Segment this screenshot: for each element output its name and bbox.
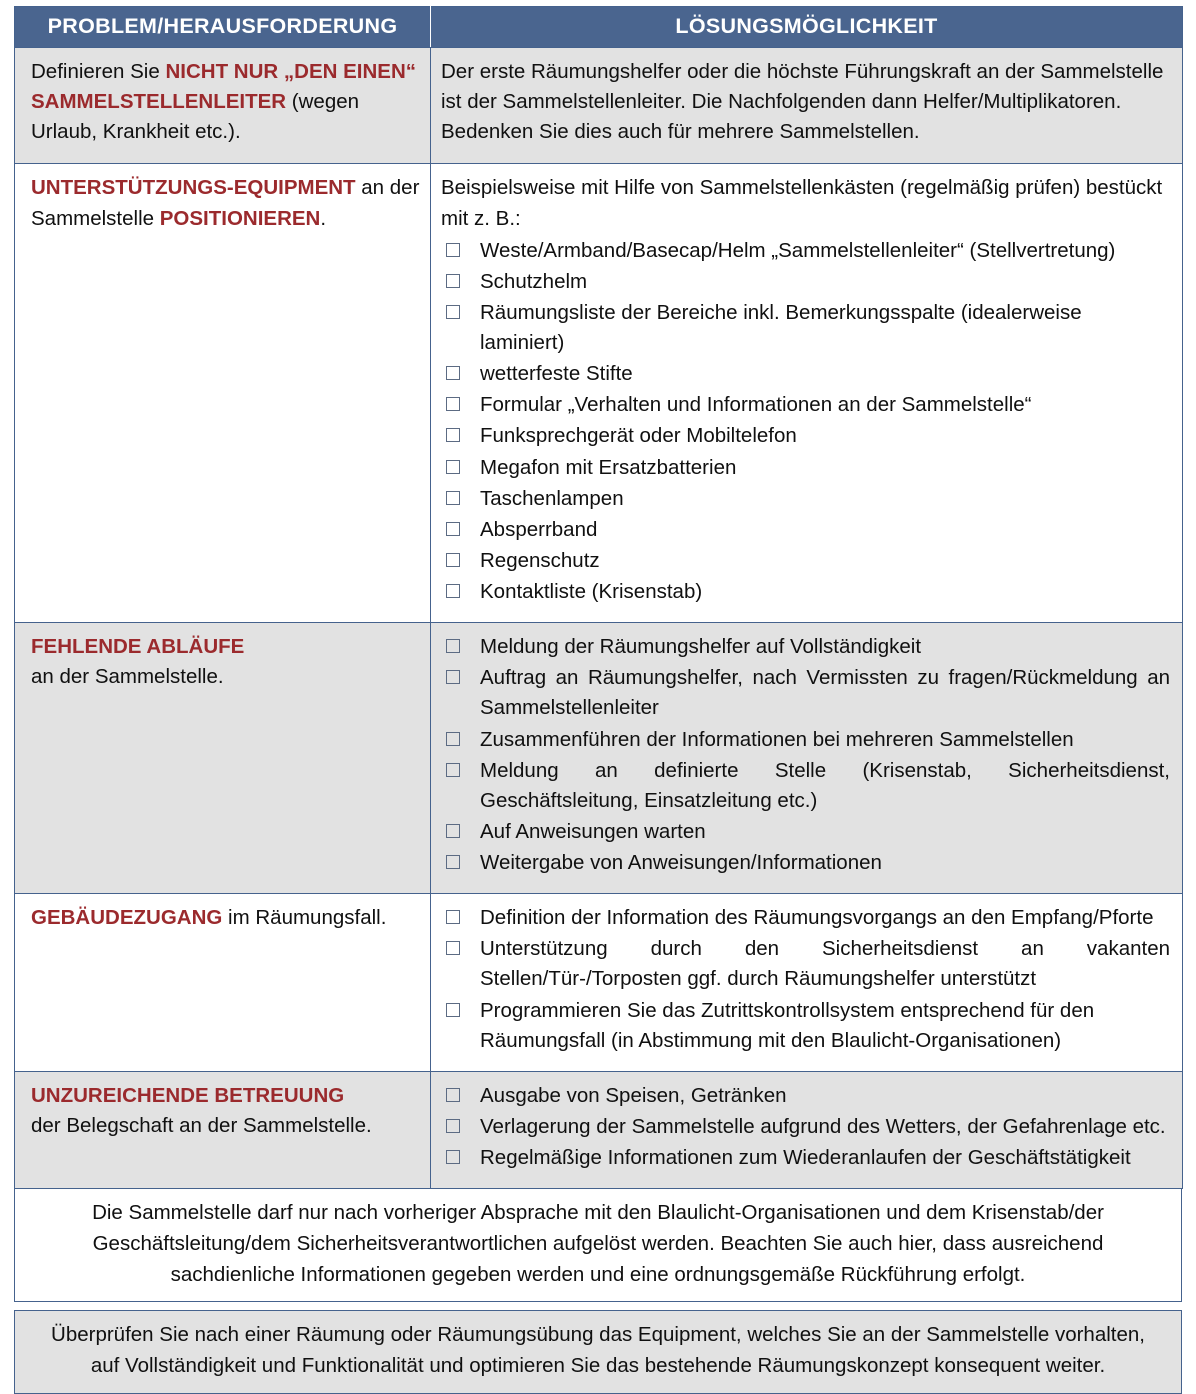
- checkbox-empty-icon[interactable]: [446, 491, 460, 505]
- checkbox-empty-icon[interactable]: [446, 553, 460, 567]
- checkbox-empty-icon[interactable]: [446, 522, 460, 536]
- checklist-item-label: Schutzhelm: [480, 269, 588, 293]
- checklist-item[interactable]: [441, 236, 1170, 266]
- checklist-item-label: Verlagerung der Sammelstelle aufgrund des Wetters, der Gefahrenlage etc.: [480, 1114, 1166, 1138]
- problem-keyword: POSITIONIEREN: [159, 206, 321, 230]
- checklist-item[interactable]: [441, 1143, 1170, 1173]
- checklist-item-label: Weste/Armband/Basecap/Helm „Sammelstellenleiter“ (Stellvertretung): [480, 238, 1116, 262]
- checklist-item[interactable]: [441, 1081, 1170, 1111]
- checklist-item-label: Regelmäßige Informationen zum Wiederanlaufen der Geschäftstätigkeit: [480, 1146, 1131, 1169]
- checklist-item[interactable]: [441, 421, 1170, 451]
- checklist-item[interactable]: [441, 996, 1170, 1056]
- solution-checklist: [441, 1081, 1170, 1173]
- problem-plain-text: der Belegschaft an der Sammelstelle.: [31, 1113, 372, 1137]
- problem-keyword: FEHLENDE ABLÄUFE: [31, 635, 245, 659]
- problem-cell: [15, 164, 431, 623]
- checkbox-empty-icon[interactable]: [446, 670, 460, 684]
- problem-plain-text: an der Sammelstelle: [31, 176, 420, 230]
- table-header: [15, 7, 1183, 48]
- checkbox-empty-icon[interactable]: [446, 460, 460, 474]
- checklist-item[interactable]: [441, 848, 1170, 878]
- problem-text: [31, 903, 420, 933]
- checkbox-empty-icon[interactable]: [446, 732, 460, 746]
- checklist-item[interactable]: [441, 515, 1170, 545]
- solution-cell: [431, 894, 1183, 1072]
- checklist-item[interactable]: [441, 663, 1170, 723]
- checklist-item-label: wetterfeste Stifte: [480, 362, 633, 386]
- checklist-item-label: Megafon mit Ersatzbatterien: [480, 455, 737, 479]
- checklist-item-label: Regenschutz: [480, 548, 600, 572]
- checklist-item[interactable]: [441, 390, 1170, 420]
- checkbox-empty-icon[interactable]: [446, 941, 460, 955]
- checklist-item[interactable]: [441, 453, 1170, 483]
- checkbox-empty-icon[interactable]: [446, 910, 460, 924]
- checkbox-empty-icon[interactable]: [446, 428, 460, 442]
- problem-cell: [15, 1071, 431, 1188]
- checklist-item[interactable]: [441, 359, 1170, 389]
- solution-cell: [431, 623, 1183, 894]
- checklist-item-label: Meldung an definierte Stelle (Krisenstab, Sicherheitsdienst, Geschäftsleitung, Einsatzleitung etc.): [480, 758, 1170, 812]
- footer-note-dissolution: [14, 1189, 1182, 1302]
- checkbox-empty-icon[interactable]: [446, 1088, 460, 1102]
- problem-plain-text: .: [320, 206, 327, 230]
- solution-checklist: [441, 632, 1170, 878]
- checklist-item-label: Formular „Verhalten und Informationen an der Sammelstelle“: [480, 393, 1032, 417]
- checklist-item[interactable]: [441, 1112, 1170, 1142]
- checklist-item[interactable]: [441, 577, 1170, 607]
- checkbox-empty-icon[interactable]: [446, 584, 460, 598]
- checklist-item-label: Ausgabe von Speisen, Getränken: [480, 1083, 787, 1107]
- table-row: [15, 894, 1183, 1072]
- table-row: [15, 164, 1183, 623]
- checklist-item-label: Programmieren Sie das Zutrittskontrollsystem entsprechend für den Räumungsfall (in Abstimmung mit den Blaulicht-Organisationen): [480, 998, 1095, 1052]
- table-body: [15, 48, 1183, 1189]
- solution-cell: [431, 48, 1183, 164]
- problem-plain-text: im Räumungsfall.: [222, 906, 387, 930]
- checkbox-empty-icon[interactable]: [446, 824, 460, 838]
- checklist-item[interactable]: [441, 817, 1170, 847]
- checklist-item-label: Taschenlampen: [480, 486, 624, 510]
- problem-text: [31, 632, 420, 692]
- solution-cell: [431, 1071, 1183, 1188]
- checklist-item-label: Weitergabe von Anweisungen/Informationen: [480, 851, 882, 874]
- problem-text: [31, 173, 420, 233]
- checklist-item[interactable]: [441, 267, 1170, 297]
- checklist-item[interactable]: [441, 903, 1170, 933]
- checklist-item-label: Auftrag an Räumungshelfer, nach Vermissten zu fragen/Rückmeldung an Sammelstellenleiter: [480, 666, 1170, 720]
- checklist-item[interactable]: [441, 756, 1170, 816]
- table-row: [15, 623, 1183, 894]
- checklist-item-label: Zusammenführen der Informationen bei mehreren Sammelstellen: [480, 727, 1074, 751]
- checklist-item[interactable]: [441, 484, 1170, 514]
- checklist-item[interactable]: [441, 298, 1170, 358]
- column-header-solution: LÖSUNGSMÖGLICHKEIT: [431, 7, 1183, 48]
- problem-text: [31, 57, 420, 147]
- problem-keyword: GEBÄUDEZUGANG: [31, 906, 223, 930]
- problem-solution-table: [14, 6, 1183, 1189]
- problem-text: [31, 1081, 420, 1141]
- checklist-item-label: Funksprechgerät oder Mobiltelefon: [480, 424, 797, 448]
- checklist-item-label: Auf Anweisungen warten: [480, 819, 706, 843]
- problem-cell: [15, 894, 431, 1072]
- checklist-item[interactable]: [441, 725, 1170, 755]
- checkbox-empty-icon[interactable]: [446, 1003, 460, 1017]
- checkbox-empty-icon[interactable]: [446, 1150, 460, 1164]
- problem-plain-text: (wegen Urlaub, Krankheit etc.).: [31, 90, 360, 144]
- checklist-item-label: Absperrband: [480, 517, 598, 541]
- checklist-item[interactable]: [441, 934, 1170, 994]
- table-header-row: [15, 7, 1183, 48]
- checklist-item-label: Räumungsliste der Bereiche inkl. Bemerkungsspalte (idealerweise laminiert): [480, 300, 1082, 354]
- table-row: [15, 48, 1183, 164]
- solution-paragraph: Beispielsweise mit Hilfe von Sammelstellenkästen (regelmäßig prüfen) bestückt mit z. B.:: [441, 176, 1163, 230]
- checkbox-empty-icon[interactable]: [446, 243, 460, 257]
- problem-plain-text: Definieren Sie: [31, 60, 166, 83]
- checklist-item[interactable]: [441, 632, 1170, 662]
- problem-cell: [15, 623, 431, 894]
- footer-note-review: [14, 1310, 1182, 1394]
- checkbox-empty-icon[interactable]: [446, 397, 460, 411]
- solution-paragraph: Der erste Räumungshelfer oder die höchste Führungskraft an der Sammelstelle ist der Sammelstellenleiter. Die Nachfolgenden dann Helfer/Multiplikatoren. Bedenken Sie dies auch für mehrere Sammelstellen.: [441, 60, 1164, 144]
- checklist-item-label: Meldung der Räumungshelfer auf Vollständigkeit: [480, 635, 922, 659]
- checkbox-empty-icon[interactable]: [446, 305, 460, 319]
- checkbox-empty-icon[interactable]: [446, 763, 460, 777]
- problem-keyword: NICHT NUR „DEN EINEN“ SAMMELSTELLENLEITER: [31, 60, 417, 114]
- checklist-item[interactable]: [441, 546, 1170, 576]
- footer-note-dissolution-text: Die Sammelstelle darf nur nach vorheriger Absprache mit den Blaulicht-Organisationen und dem Krisenstab/der Geschäftsleitung/dem Sicherheitsverantwortlichen aufgelöst werden. Beachten Sie auch hier, dass ausreichend sachdienliche Informationen gegeben werden und eine ordnungsgemäße Rückführung erfolgt.: [92, 1201, 1104, 1286]
- problem-plain-text: an der Sammelstelle.: [31, 665, 224, 689]
- checklist-item-label: Kontaktliste (Krisenstab): [480, 580, 703, 603]
- solution-checklist: [441, 236, 1170, 608]
- footer-note-review-text: Überprüfen Sie nach einer Räumung oder Räumungsübung das Equipment, welches Sie an der Sammelstelle vorhalten, auf Vollständigkeit und Funktionalität und optimieren Sie das bestehende Räumungskonzept konsequent weiter.: [51, 1323, 1145, 1378]
- solution-checklist: [441, 903, 1170, 1056]
- table-row: [15, 1071, 1183, 1188]
- checkbox-empty-icon[interactable]: [446, 366, 460, 380]
- checkbox-empty-icon[interactable]: [446, 855, 460, 869]
- column-header-problem: PROBLEM/HERAUSFORDERUNG: [15, 7, 431, 48]
- problem-keyword: UNZUREICHENDE BETREUUNG: [31, 1083, 345, 1107]
- checklist-item-label: Unterstützung durch den Sicherheitsdienst an vakanten Stellen/Tür-/Torposten ggf. durch Räumungshelfer unterstützt: [480, 937, 1170, 991]
- checkbox-empty-icon[interactable]: [446, 1119, 460, 1133]
- problem-keyword: UNTERSTÜTZUNGS-EQUIPMENT: [31, 176, 356, 200]
- checkbox-empty-icon[interactable]: [446, 639, 460, 653]
- checkbox-empty-icon[interactable]: [446, 274, 460, 288]
- problem-cell: [15, 48, 431, 164]
- solution-cell: [431, 164, 1183, 623]
- checklist-item-label: Definition der Information des Räumungsvorgangs an den Empfang/Pforte: [480, 906, 1154, 930]
